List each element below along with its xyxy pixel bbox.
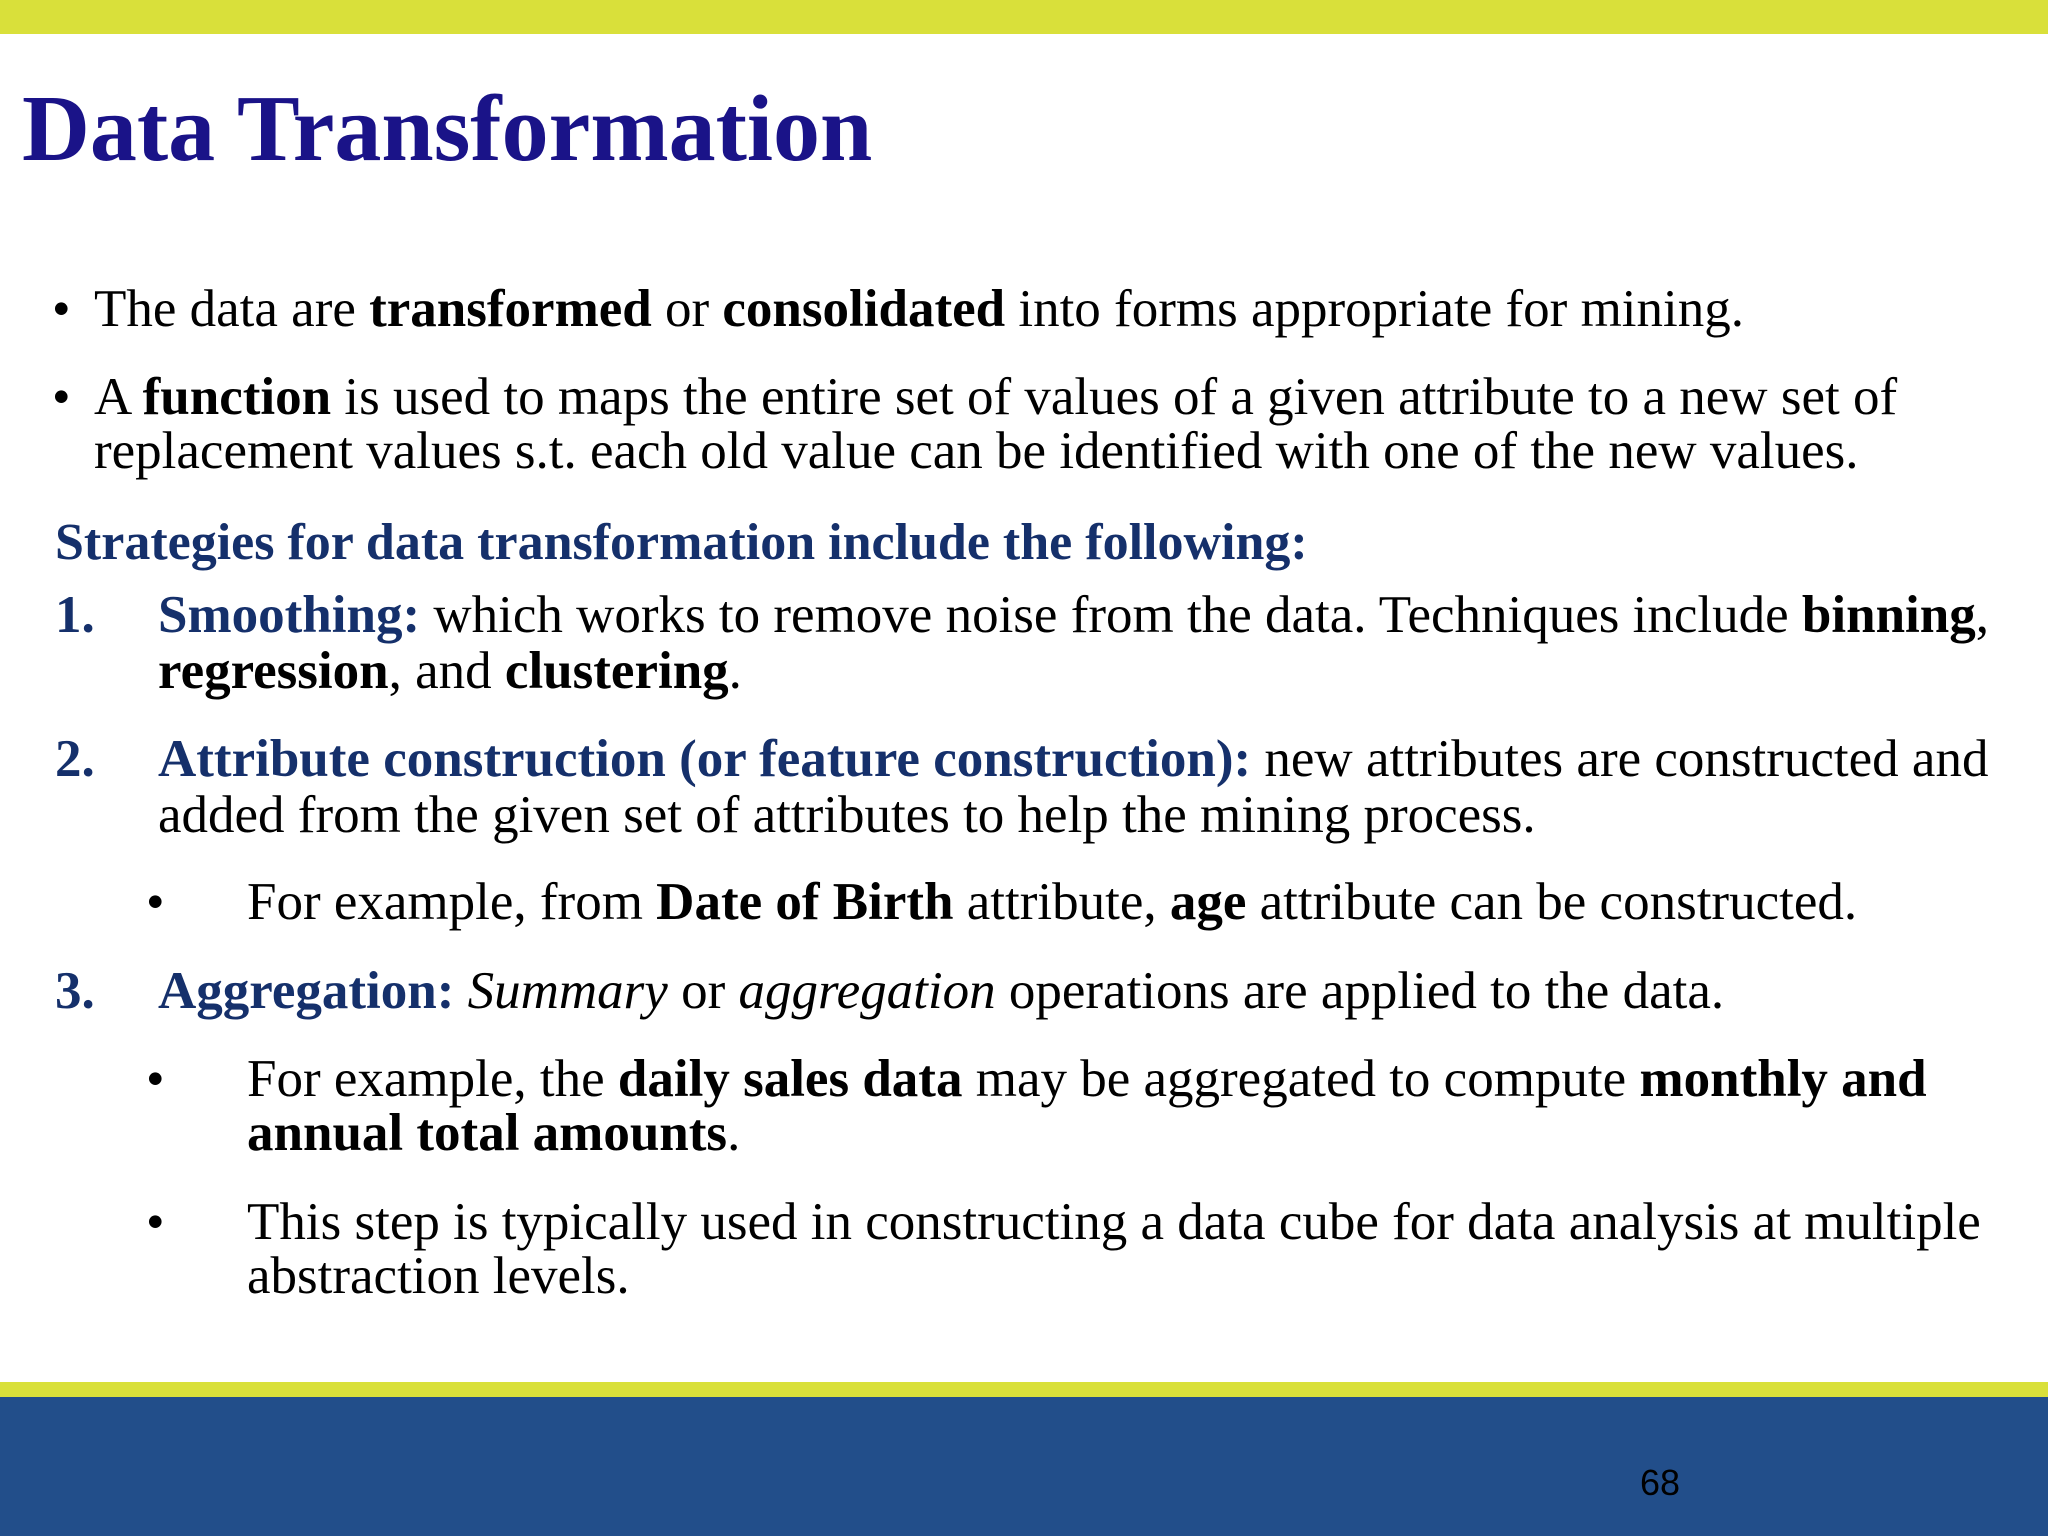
bullet-text: A function is used to maps the entire set of values of a given attribute to a new set of replacement values s.t. each old value can be identified with one of the new values. (94, 368, 1898, 480)
item-text: Attribute construction (or feature construction): new attributes are constructed and added from the given set of attributes to help the mining process. (158, 730, 1989, 844)
strategy-item-aggregation (55, 963, 2045, 1019)
slide-title: Data Transformation (22, 77, 873, 181)
footer-bar (0, 1397, 2048, 1536)
bullet-function (52, 370, 2042, 478)
bullet-text: The data are transformed or consolidated into forms appropriate for mining. (94, 280, 1744, 338)
sub-bullet-text: For example, the daily sales data may be aggregated to compute monthly and annual total amounts. (247, 1050, 1927, 1162)
sub-bullet-data-cube (146, 1195, 2026, 1303)
bullet-dot: • (52, 368, 71, 426)
footer-accent-bar (0, 1382, 2048, 1397)
strategy-item-attribute-construction (55, 731, 2045, 843)
strategy-item-smoothing (55, 587, 2045, 699)
strategies-heading: Strategies for data transformation include the following: (55, 514, 1308, 571)
item-text: Aggregation: Summary or aggregation operations are applied to the data. (158, 962, 1725, 1020)
page-number: 68 (1640, 1462, 1681, 1503)
item-text: Smoothing: which works to remove noise from the data. Techniques include binning, regression, and clustering. (158, 586, 1989, 700)
item-number: 2. (55, 730, 95, 788)
sub-bullet-dot: • (146, 1050, 165, 1108)
sub-bullet-dot: • (146, 1193, 165, 1251)
bullet-transformed-consolidated (52, 282, 2042, 336)
sub-bullet-text: For example, from Date of Birth attribute, age attribute can be constructed. (247, 873, 1858, 931)
sub-bullet-dot: • (146, 873, 165, 931)
item-number: 1. (55, 586, 95, 644)
sub-bullet-date-of-birth (146, 875, 2026, 929)
sub-bullet-text: This step is typically used in constructing a data cube for data analysis at multiple abstraction levels. (247, 1193, 1981, 1305)
top-accent-bar (0, 0, 2048, 34)
bullet-dot: • (52, 280, 71, 338)
item-number: 3. (55, 962, 95, 1020)
sub-bullet-daily-sales (146, 1052, 2026, 1160)
